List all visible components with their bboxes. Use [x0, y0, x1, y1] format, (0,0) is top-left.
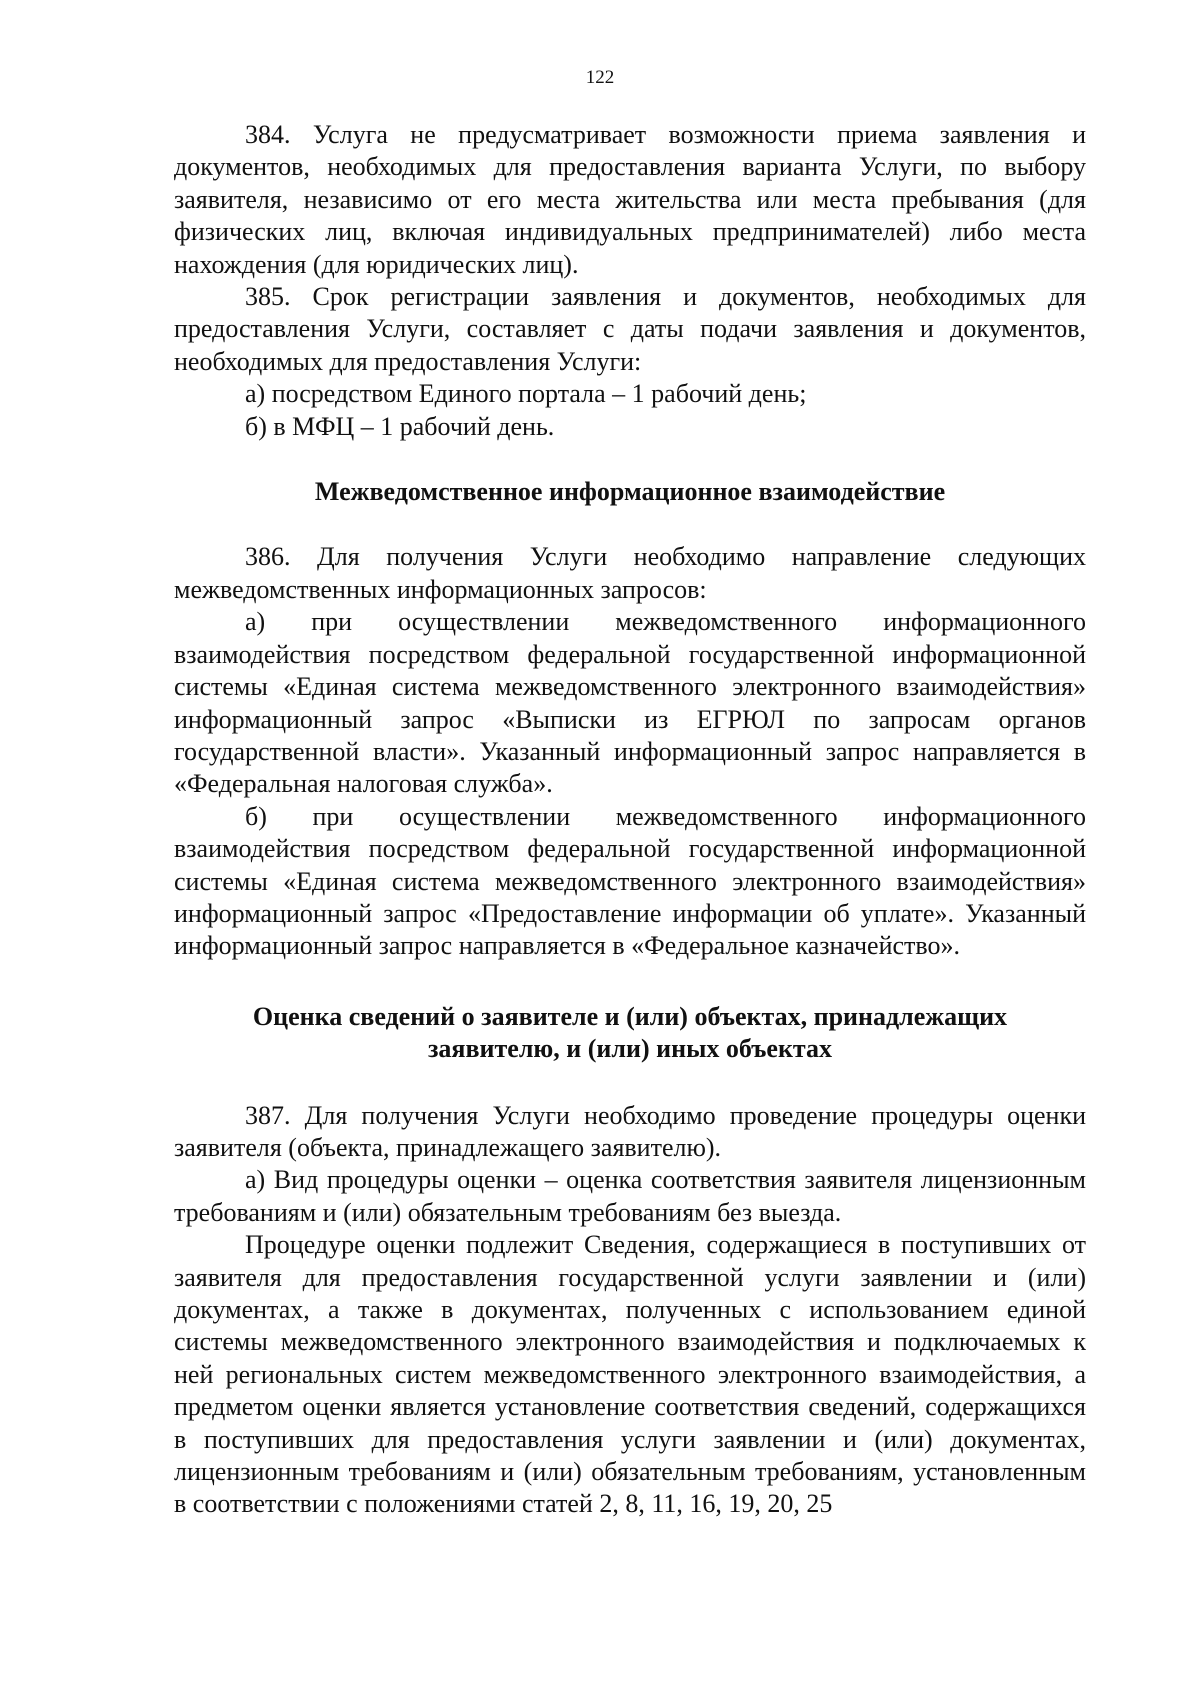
paragraph-385: 385. Срок регистрации заявления и документов, необходимых для предоставления Услуги, составляет с даты подачи заявления и документов, необходимых для предоставления Услуги:: [174, 282, 1086, 376]
list-item-386-a: а) при осуществлении межведомственного информационного взаимодействия посредством федеральной государственной информационной системы «Единая система межведомственного электронного взаимодействия» информационный запрос «Выписки из ЕГРЮЛ по запросам органов государственной власти». Указанный информационный запрос направляется в «Федеральная налоговая служба».: [174, 607, 1086, 799]
list-item-385-b: б) в МФЦ – 1 рабочий день.: [245, 411, 555, 441]
list-item-386-b: б) при осуществлении межведомственного информационного взаимодействия посредством федеральной государственной информационной системы «Единая система межведомственного электронного взаимодействия» информационный запрос «Предоставление информации об уплате». Указанный информационный запрос направляется в «Федеральное казначейство».: [174, 801, 1086, 961]
list-item-385-a: а) посредством Единого портала – 1 рабочий день;: [245, 379, 807, 409]
page-number: 122: [585, 67, 615, 88]
paragraph-386: 386. Для получения Услуги необходимо направление следующих межведомственных информационных запросов:: [174, 542, 1086, 604]
section-heading-interagency: Межведомственное информационное взаимодействие: [314, 477, 946, 507]
paragraph-384: 384. Услуга не предусматривает возможности приема заявления и документов, необходимых для предоставления варианта Услуги, по выбору заявителя, независимо от его места жительства или места пребывания (для физических лиц, включая индивидуальных предпринимателей) либо места нахождения (для юридических лиц).: [174, 120, 1086, 279]
paragraph-assessment-procedure: Процедуре оценки подлежит Сведения, содержащиеся в поступивших от заявителя для предоставления государственной услуги заявлении и (или) документах, а также в документах, полученных с использованием единой системы межведомственного электронного взаимодействия и подключаемых к ней региональных систем межведомственного электронного взаимодействия, а предметом оценки является установление соответствия сведений, содержащихся в поступивших для предоставления услуги заявлении и (или) документах, лицензионным требованиям и (или) обязательным требованиям, установленным в соответствии с положениями статей 2, 8, 11, 16, 19, 20, 25: [174, 1230, 1086, 1519]
document-body: [174, 119, 1086, 1521]
section-heading-assessment-line2: заявителю, и (или) иных объектах: [427, 1034, 833, 1064]
section-heading-assessment-line1: Оценка сведений о заявителе и (или) объектах, принадлежащих: [252, 1001, 1008, 1031]
paragraph-387: 387. Для получения Услуги необходимо проведение процедуры оценки заявителя (объекта, принадлежащего заявителю).: [174, 1100, 1086, 1162]
list-item-387-a: а) Вид процедуры оценки – оценка соответствия заявителя лицензионным требованиям и (или) обязательным требованиям без выезда.: [174, 1165, 1086, 1227]
